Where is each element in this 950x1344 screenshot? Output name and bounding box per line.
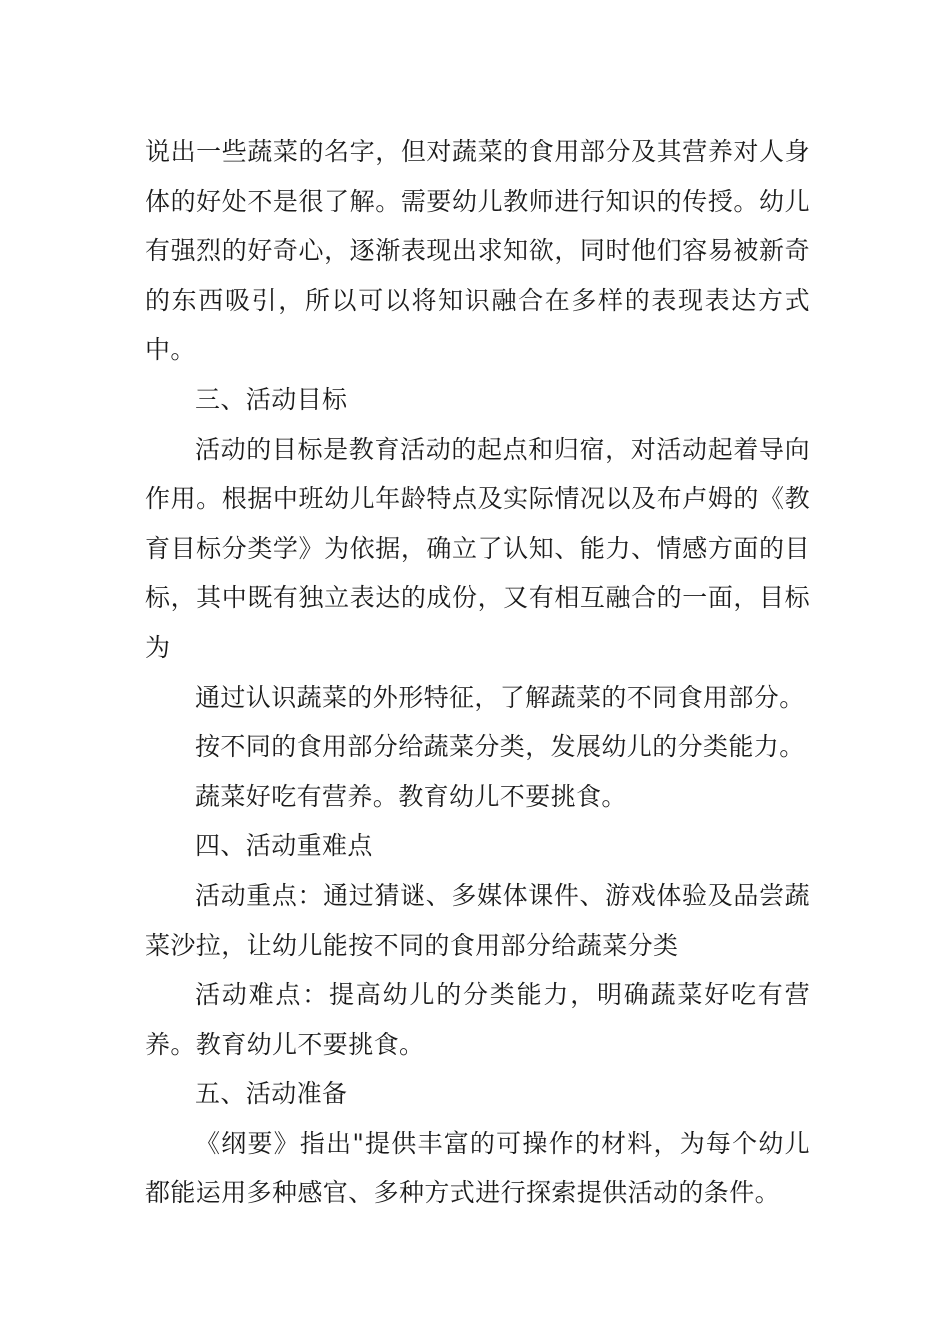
- document-body: [145, 127, 810, 1218]
- goal-item-emotion: 蔬菜好吃有营养。教育幼儿不要挑食。: [195, 781, 627, 811]
- goal-item-ability: 按不同的食用部分给蔬菜分类，发展幼儿的分类能力。: [195, 732, 805, 762]
- section-heading-activity-goals: 三、活动目标: [195, 384, 348, 414]
- paragraph-goals-intro: 活动的目标是教育活动的起点和归宿，对活动起着导向作用。根据中班幼儿年龄特点及实际情况以及布卢姆的《教育目标分类学》为依据，确立了认知、能力、情感方面的目标，其中既有独立表达的成份，又有相互融合的一面，目标为: [145, 434, 810, 662]
- paragraph-continuation: 说出一些蔬菜的名字，但对蔬菜的食用部分及其营养对人身体的好处不是很了解。需要幼儿教师进行知识的传授。幼儿有强烈的好奇心，逐渐表现出求知欲，同时他们容易被新奇的东西吸引，所以可以将知识融合在多样的表现表达方式中。: [145, 137, 810, 365]
- paragraph-difficult-point: 活动难点：提高幼儿的分类能力，明确蔬菜好吃有营养。教育幼儿不要挑食。: [145, 980, 810, 1059]
- paragraph-preparation: 《纲要》指出"提供丰富的可操作的材料，为每个幼儿都能运用多种感官、多种方式进行探索提供活动的条件。: [145, 1128, 810, 1208]
- section-heading-preparation: 五、活动准备: [195, 1079, 348, 1109]
- goal-item-cognitive: 通过认识蔬菜的外形特征，了解蔬菜的不同食用部分。: [195, 682, 805, 712]
- section-heading-key-difficult-points: 四、活动重难点: [195, 831, 373, 861]
- paragraph-key-point: 活动重点：通过猜谜、多媒体课件、游戏体验及品尝蔬菜沙拉，让幼儿能按不同的食用部分给蔬菜分类: [145, 880, 810, 960]
